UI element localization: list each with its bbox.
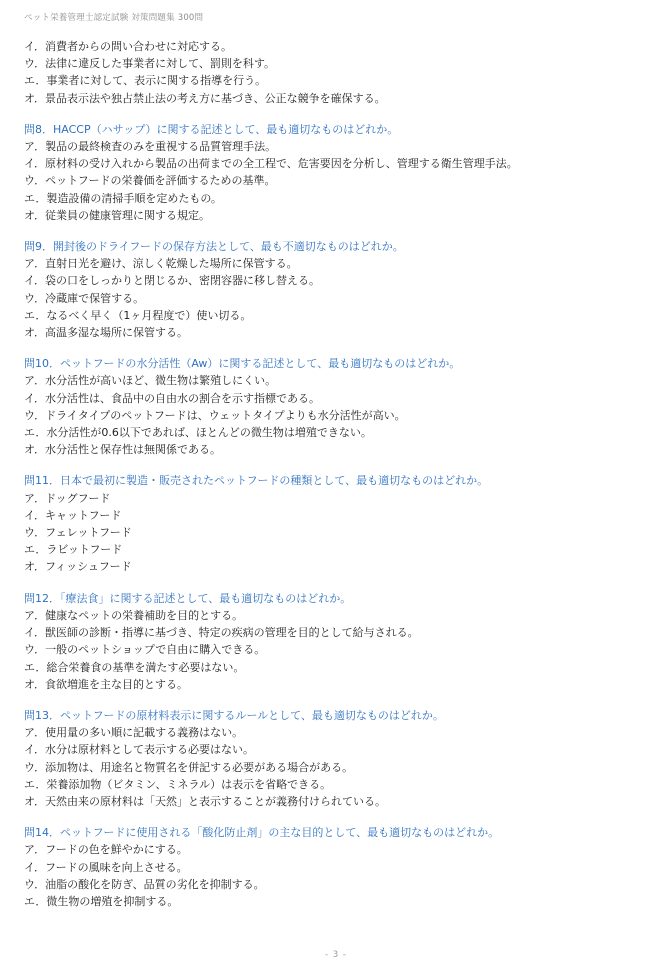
option-line: ウ．ドライタイプのペットフードは、ウェットタイプよりも水分活性が高い。 xyxy=(24,408,406,422)
option-line: イ．キャットフード xyxy=(24,508,122,522)
option-line: オ．天然由来の原材料は「天然」と表示することが義務付けられている。 xyxy=(24,794,387,808)
option-line: イ．獣医師の診断・指導に基づき、特定の疾病の管理を目的として給与される。 xyxy=(24,626,419,640)
page-number: - 3 - xyxy=(325,950,347,960)
option-line: エ．微生物の増殖を抑制する。 xyxy=(24,894,179,908)
option-line: ア．直射日光を避け、涼しく乾燥した場所に保管する。 xyxy=(24,257,298,271)
question-heading: 問8．HACCP（ハサップ）に関する記述として、最も適切なものはどれか。 xyxy=(24,122,399,136)
question-heading: 問10．ペットフードの水分活性（Aw）に関する記述として、最も適切なものはどれか。 xyxy=(24,357,461,371)
page-content xyxy=(24,38,648,910)
question-heading: 問11．日本で最初に製造・販売されたペットフードの種類として、最も適切なものはどれか。 xyxy=(24,474,489,488)
option-line: イ．原材料の受け入れから製品の出荷までの全工程で、危害要因を分析し、管理する衛生管理手法。 xyxy=(24,157,518,171)
option-line: ア．水分活性が高いほど、微生物は繁殖しにくい。 xyxy=(24,374,277,388)
option-line: ウ．フェレットフード xyxy=(24,526,132,540)
running-header: ペット栄養管理士認定試験 対策問題集 300問 xyxy=(24,13,204,23)
option-line: イ．消費者からの問い合わせに対応する。 xyxy=(24,40,233,53)
option-line: ウ．ペットフードの栄養価を評価するための基準。 xyxy=(24,174,276,188)
question-block-12 xyxy=(24,590,648,693)
option-line: ア．フードの色を鮮やかにする。 xyxy=(24,843,188,857)
question-block-10 xyxy=(24,355,648,458)
option-line: オ．従業員の健康管理に関する規定。 xyxy=(24,208,211,222)
option-line: ア．製品の最終検査のみを重視する品質管理手法。 xyxy=(24,140,277,154)
question-heading: 問9．開封後のドライフードの保存方法として、最も不適切なものはどれか。 xyxy=(24,240,404,254)
question-heading: 問13．ペットフードの原材料表示に関するルールとして、最も適切なものはどれか。 xyxy=(24,708,444,722)
option-line: エ．製造設備の清掃手順を定めたもの。 xyxy=(24,191,222,205)
option-line: エ．事業者に対して、表示に関する指導を行う。 xyxy=(24,74,267,88)
option-line: ウ．油脂の酸化を防ぎ、品質の劣化を抑制する。 xyxy=(24,877,265,891)
option-line: ウ．冷蔵庫で保管する。 xyxy=(24,291,145,305)
option-line: ウ．添加物は、用途名と物質名を併記する必要がある場合がある。 xyxy=(24,760,354,774)
option-line: イ．水分は原材料として表示する必要はない。 xyxy=(24,743,255,757)
option-line: エ．ラビットフード xyxy=(24,543,123,557)
question-block-11 xyxy=(24,472,648,575)
continuation-options xyxy=(24,38,648,107)
option-line: イ．フードの風味を向上させる。 xyxy=(24,860,188,874)
option-line: エ．総合栄養食の基準を満たす必要はない。 xyxy=(24,660,245,674)
option-line: エ．水分活性が0.6以下であれば、ほとんどの微生物は増殖できない。 xyxy=(24,426,372,440)
option-line: ウ．法律に違反した事業者に対して、罰則を科す。 xyxy=(24,57,276,71)
option-line: オ．食欲増進を主な目的とする。 xyxy=(24,677,189,691)
question-heading: 問12．「療法食」に関する記述として、最も適切なものはどれか。 xyxy=(24,591,352,605)
option-line: エ．なるべく早く（1ヶ月程度で）使い切る。 xyxy=(24,308,252,322)
question-block-14 xyxy=(24,824,648,910)
option-line: ア．健康なペットの栄養補助を目的とする。 xyxy=(24,608,244,622)
option-line: ウ．一般のペットショップで自由に購入できる。 xyxy=(24,643,266,657)
question-heading: 問14．ペットフードに使用される「酸化防止剤」の主な目的として、最も適切なものはどれか。 xyxy=(24,826,500,840)
question-block-13 xyxy=(24,707,648,810)
option-line: ア．ドッグフード xyxy=(24,491,111,505)
option-line: ア．使用量の多い順に記載する義務はない。 xyxy=(24,726,244,740)
option-line: オ．水分活性と保存性は無関係である。 xyxy=(24,443,222,457)
option-line: イ．袋の口をしっかりと閉じるか、密閉容器に移し替える。 xyxy=(24,274,321,288)
option-line: オ．フィッシュフード xyxy=(24,560,132,574)
question-block-9 xyxy=(24,238,648,341)
option-line: オ．高温多湿な場所に保管する。 xyxy=(24,326,189,340)
option-line: イ．水分活性は、食品中の自由水の割合を示す指標である。 xyxy=(24,391,321,405)
option-line: オ．景品表示法や独占禁止法の考え方に基づき、公正な競争を確保する。 xyxy=(24,91,386,105)
option-line: エ．栄養添加物（ビタミン、ミネラル）は表示を省略できる。 xyxy=(24,777,332,791)
question-block-8 xyxy=(24,121,648,224)
